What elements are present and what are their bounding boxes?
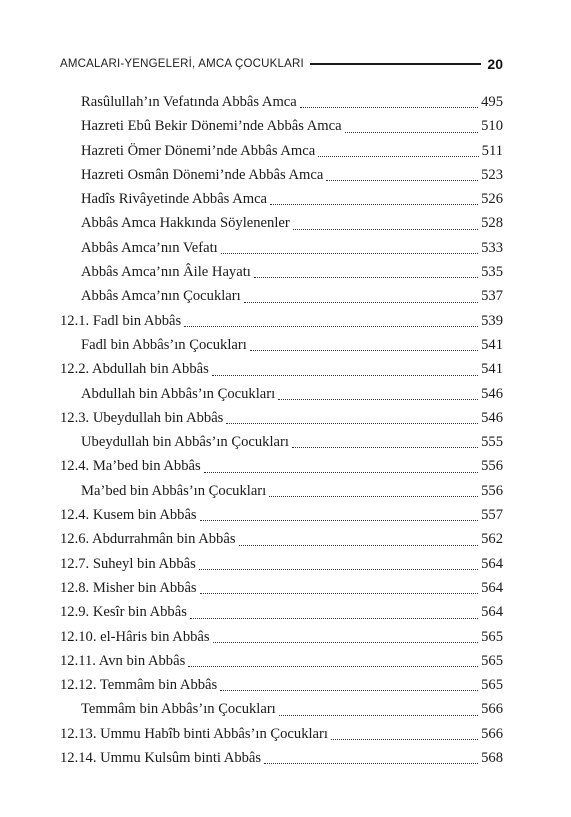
dot-leader xyxy=(239,545,479,546)
toc-entry xyxy=(0,576,503,600)
toc-entry-title: Hazreti Osmân Dönemi’nde Abbâs Amca xyxy=(81,166,324,183)
toc-entry-page: 564 xyxy=(481,604,503,621)
toc-entry-title: Abbâs Amca’nın Çocukları xyxy=(81,288,241,305)
dot-leader xyxy=(213,642,479,643)
toc-entry-title: Abdullah bin Abbâs’ın Çocukları xyxy=(81,385,276,402)
running-header-title: AMCALARI-YENGELERİ, AMCA ÇOCUKLARI xyxy=(60,58,304,70)
dot-leader xyxy=(279,715,478,716)
dot-leader xyxy=(190,618,478,619)
toc-entry xyxy=(0,139,503,163)
running-header xyxy=(60,54,503,74)
toc-entry xyxy=(0,552,503,576)
toc-entry-page: 541 xyxy=(481,336,503,353)
toc-entry-page: 511 xyxy=(481,142,503,159)
toc-entry-title: 12.8. Misher bin Abbâs xyxy=(60,579,197,596)
toc-entry-page: 557 xyxy=(481,507,503,524)
toc-entry xyxy=(0,357,503,381)
dot-leader xyxy=(254,277,478,278)
dot-leader xyxy=(212,375,478,376)
dot-leader xyxy=(278,399,478,400)
toc-entry xyxy=(0,309,503,333)
table-of-contents xyxy=(0,90,571,770)
dot-leader xyxy=(300,107,478,108)
dot-leader xyxy=(221,253,478,254)
dot-leader xyxy=(244,302,478,303)
dot-leader xyxy=(220,690,478,691)
toc-entry-title: 12.10. el-Hâris bin Abbâs xyxy=(60,628,210,645)
toc-entry-title: Abbâs Amca’nın Âile Hayatı xyxy=(81,264,251,281)
toc-entry-title: 12.6. Abdurrahmân bin Abbâs xyxy=(60,531,236,548)
toc-entry-title: 12.4. Kusem bin Abbâs xyxy=(60,507,197,524)
toc-entry-page: 565 xyxy=(481,677,503,694)
toc-entry xyxy=(0,722,503,746)
dot-leader xyxy=(345,132,479,133)
toc-entry-page: 556 xyxy=(481,482,503,499)
toc-entry xyxy=(0,187,503,211)
toc-entry-page: 565 xyxy=(481,628,503,645)
toc-entry-title: 12.4. Ma’bed bin Abbâs xyxy=(60,458,201,475)
toc-entry xyxy=(0,527,503,551)
dot-leader xyxy=(188,666,478,667)
toc-entry xyxy=(0,697,503,721)
toc-entry-page: 562 xyxy=(481,531,503,548)
toc-entry xyxy=(0,649,503,673)
toc-entry-page: 564 xyxy=(481,555,503,572)
toc-entry-page: 495 xyxy=(481,94,503,110)
dot-leader xyxy=(199,569,478,570)
toc-entry xyxy=(0,430,503,454)
toc-entry-title: 12.9. Kesîr bin Abbâs xyxy=(60,604,187,621)
toc-entry xyxy=(0,90,503,114)
toc-entry-page: 565 xyxy=(481,652,503,669)
toc-entry-page: 526 xyxy=(481,191,503,208)
toc-entry-title: 12.14. Ummu Kulsûm binti Abbâs xyxy=(60,750,262,767)
toc-entry-page: 566 xyxy=(481,725,503,742)
toc-entry-page: 555 xyxy=(481,434,503,451)
toc-entry-title: Hadîs Rivâyetinde Abbâs Amca xyxy=(81,191,268,208)
toc-entry-title: Hazreti Ebû Bekir Dönemi’nde Abbâs Amca xyxy=(81,118,342,135)
toc-entry-title: Temmâm bin Abbâs’ın Çocukları xyxy=(81,701,276,718)
toc-entry xyxy=(0,382,503,406)
toc-entry-title: Hazreti Ömer Dönemi’nde Abbâs Amca xyxy=(81,142,316,159)
page-number: 20 xyxy=(487,56,503,72)
dot-leader xyxy=(200,593,478,594)
toc-entry xyxy=(0,236,503,260)
toc-entry xyxy=(0,114,503,138)
toc-entry xyxy=(0,211,503,235)
toc-entry-title: Abbâs Amca Hakkında Söylenenler xyxy=(81,215,290,232)
toc-entry xyxy=(0,333,503,357)
toc-entry-title: 12.3. Ubeydullah bin Abbâs xyxy=(60,409,224,426)
toc-entry xyxy=(0,260,503,284)
toc-entry-page: 556 xyxy=(481,458,503,475)
toc-entry-title: Rasûlullah’ın Vefatında Abbâs Amca xyxy=(81,94,297,110)
toc-entry-page: 564 xyxy=(481,579,503,596)
toc-entry xyxy=(0,479,503,503)
dot-leader xyxy=(250,350,478,351)
dot-leader xyxy=(264,763,478,764)
toc-entry-page: 523 xyxy=(481,166,503,183)
toc-entry-title: 12.1. Fadl bin Abbâs xyxy=(60,312,182,329)
toc-entry-title: 12.7. Suheyl bin Abbâs xyxy=(60,555,196,572)
toc-entry xyxy=(0,673,503,697)
toc-entry-title: Ubeydullah bin Abbâs’ın Çocukları xyxy=(81,434,289,451)
dot-leader xyxy=(269,496,478,497)
dot-leader xyxy=(293,229,478,230)
toc-entry-page: 539 xyxy=(481,312,503,329)
toc-entry-page: 533 xyxy=(481,239,503,256)
toc-entry xyxy=(0,454,503,478)
toc-entry xyxy=(0,503,503,527)
dot-leader xyxy=(292,447,478,448)
toc-entry-page: 528 xyxy=(481,215,503,232)
dot-leader xyxy=(270,204,478,205)
toc-entry xyxy=(0,406,503,430)
toc-entry xyxy=(0,746,503,770)
toc-entry-title: 12.2. Abdullah bin Abbâs xyxy=(60,361,209,378)
toc-entry-title: Abbâs Amca’nın Vefatı xyxy=(81,239,218,256)
dot-leader xyxy=(331,739,478,740)
toc-entry xyxy=(0,600,503,624)
toc-entry-page: 537 xyxy=(481,288,503,305)
dot-leader xyxy=(204,472,478,473)
toc-entry-title: 12.12. Temmâm bin Abbâs xyxy=(60,677,218,694)
toc-entry-title: Ma’bed bin Abbâs’ın Çocukları xyxy=(81,482,267,499)
toc-entry-page: 541 xyxy=(481,361,503,378)
toc-entry-title: 12.13. Ummu Habîb binti Abbâs’ın Çocukları xyxy=(60,725,328,742)
toc-entry-title: Fadl bin Abbâs’ın Çocukları xyxy=(81,336,247,353)
dot-leader xyxy=(200,520,478,521)
toc-entry-page: 568 xyxy=(481,750,503,767)
toc-entry-page: 546 xyxy=(481,409,503,426)
header-rule xyxy=(310,63,482,65)
dot-leader xyxy=(326,180,478,181)
toc-entry xyxy=(0,625,503,649)
toc-entry-title: 12.11. Avn bin Abbâs xyxy=(60,652,186,669)
dot-leader xyxy=(318,156,478,157)
toc-entry xyxy=(0,284,503,308)
toc-entry-page: 510 xyxy=(481,118,503,135)
dot-leader xyxy=(226,423,478,424)
dot-leader xyxy=(184,326,478,327)
toc-entry xyxy=(0,163,503,187)
toc-entry-page: 566 xyxy=(481,701,503,718)
toc-entry-page: 535 xyxy=(481,264,503,281)
toc-entry-page: 546 xyxy=(481,385,503,402)
